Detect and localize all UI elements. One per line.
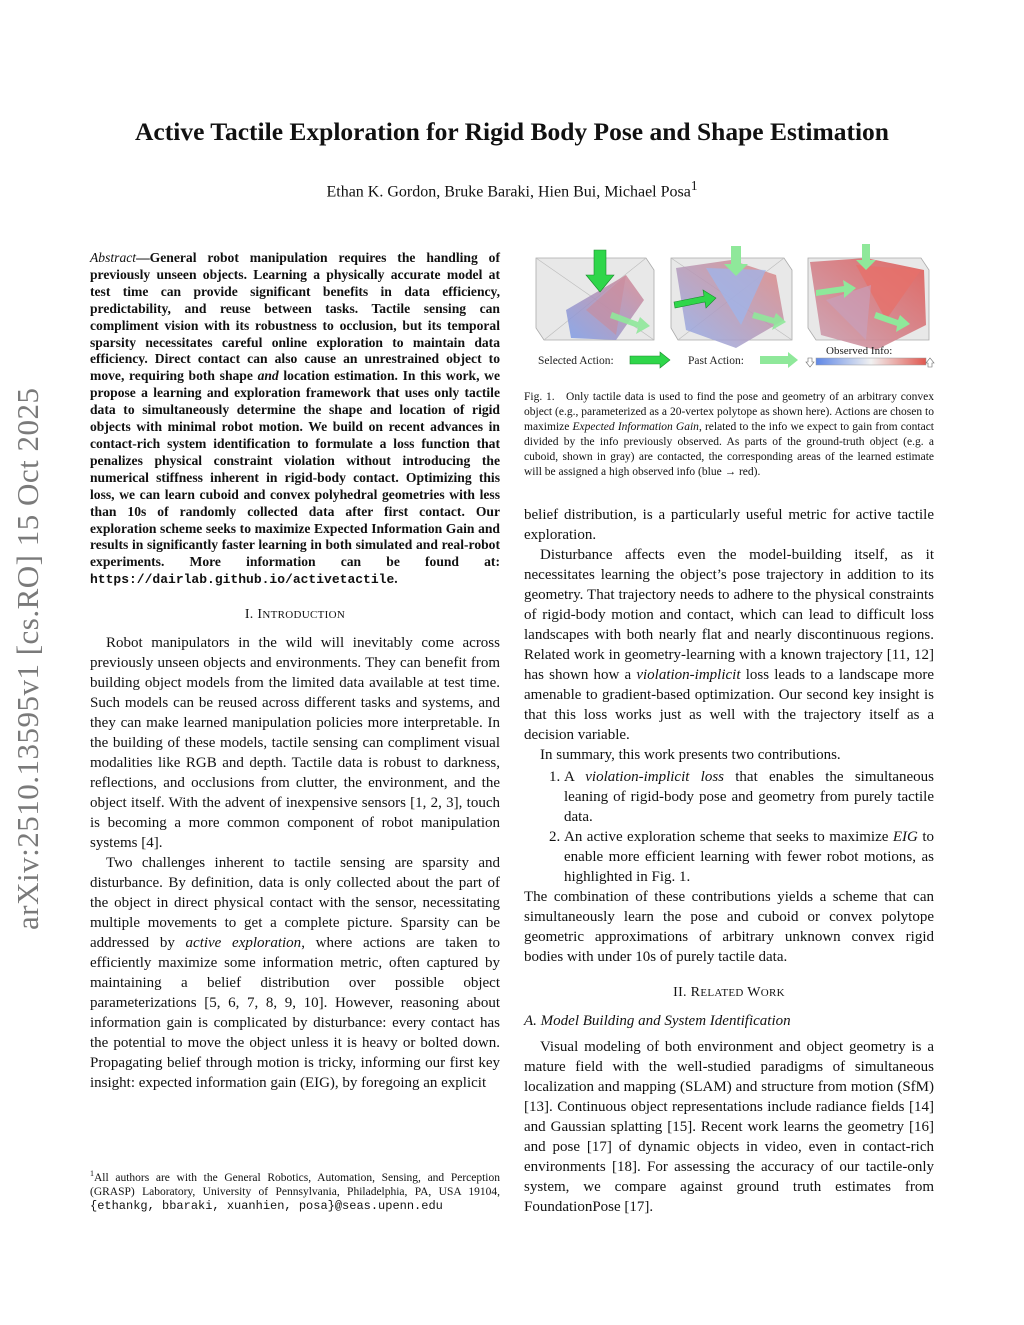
legend-past-label: Past Action: xyxy=(688,355,744,367)
section-initial: I xyxy=(257,607,263,623)
affiliation-footnote xyxy=(90,1167,500,1214)
subsection-heading: A. Model Building and System Identification xyxy=(524,1013,791,1029)
caption-label: Fig. 1. xyxy=(524,391,555,403)
section-initial: W xyxy=(747,985,761,1000)
contrib-1-start: A xyxy=(564,769,586,785)
right-paragraph-1: belief distribution, is a particularly useful metric for active tactile exploration. xyxy=(524,507,934,543)
right-column xyxy=(524,505,934,1217)
project-url-link[interactable]: https://dairlab.github.io/activetactile xyxy=(90,572,395,588)
right-paragraph-3: In summary, this work presents two contributions. xyxy=(540,747,841,763)
legend-selected-arrow xyxy=(630,352,670,368)
section-rest: ELATED xyxy=(700,987,744,999)
contrib-2-start: An active exploration scheme that seeks to maximize xyxy=(564,829,893,845)
right-p2-end: loss leads to a landscape more amenable to gradient-based optimization. Our second key insight is that this loss works just as well with the trajectory itself as a decision variable. xyxy=(524,667,935,743)
contrib-1-emphasis: violation-implicit loss xyxy=(585,769,725,785)
section-rest: ORK xyxy=(760,987,785,999)
caption-text-1: Only tactile data is used to find the pose and geometry of an arbitrary convex object (e.g., parameterized as a 20-vertex polytope as shown here). Actions are chosen to maximize xyxy=(524,391,935,433)
info-low-arrow-icon xyxy=(806,358,814,367)
legend-info-label: Observed Info: xyxy=(826,345,893,357)
legend-selected-label: Selected Action: xyxy=(538,355,614,367)
footnote-emails: {ethankg, bbaraki, xuanhien, posa}@seas.upenn.edu xyxy=(90,1199,443,1214)
right-paragraph-5: Visual modeling of both environment and object geometry is a mature field with the well-studied paradigms of simultaneous localization and mapping (SLAM) and structure from motion (SfM)[13]. Continuous object representations include radiance fields [14] and Gaussian splatting [15]. Recent work learns the geometry [16] and pose [17] of dynamic objects in video, even in contact-rich environments [18]. For assessing the accuracy of our tactile-only system, we compare against ground truth estimates from FoundationPose [17]. xyxy=(524,1039,934,1215)
intro-p2-start: Two challenges inherent to tactile sensing are sparsity and disturbance. By definition, data is only collected about the part of the object in direct physical contact with the sensor, necessitating multiple movements to get a complete picture. Sparsity can be addressed by xyxy=(90,855,500,952)
right-paragraph-4: The combination of these contributions yields a scheme that can simultaneously learn the pose and cuboid or convex polytope geometric approximations of arbitrary unknown convex rigid bodies with under 10s of purely tactile data. xyxy=(524,889,934,965)
panel-3 xyxy=(808,244,929,350)
contribution-item xyxy=(564,827,934,887)
panel-2 xyxy=(671,246,792,348)
abstract-end: . xyxy=(394,571,398,587)
abstract-dash: — xyxy=(136,250,150,265)
intro-paragraph-2 xyxy=(90,853,500,1093)
contrib-2-end: to enable more efficient learning with fewer robot motions, as highlighted in Fig. 1. xyxy=(564,829,934,885)
abstract-and: and xyxy=(257,368,279,384)
figure-1-graphic xyxy=(526,240,936,372)
info-high-arrow-icon xyxy=(926,358,934,367)
right-p2-start: Disturbance affects even the model-building itself, as it necessitates learning the object’s pose trajectory in addition to its geometry. That trajectory needs to adhere to the physical constraints of rigid-body motion and contact, which can lead to difficult loss landscapes with both nearly flat and nearly discontinuous regions. Related work in geometry-learning with a known trajectory [11, 12] has shown how a xyxy=(524,547,934,683)
contribution-item xyxy=(564,767,934,827)
intro-p2-emphasis: active exploration xyxy=(185,935,302,952)
abstract-text-2: location estimation. In this work, we propose a learning and exploration framework that uses only tactile data to simultaneously determine the shape and location of rigid objects with minimal robot motion. We build on recent advances in contact-rich system identification to formulate a loss function that penalizes physical constraint violation without introducing the numerical stiffness inherent in rigid-body contact. Optimizing this loss, we can learn cuboid and convex polyhedral geometries with less than 10s of randomly collected data after first contact. Our exploration scheme seeks to maximize Expected Information Gain and results in significantly faster learning in both simulated and real-robot experiments. More information can be found at: xyxy=(90,368,500,570)
author-footnote-mark: 1 xyxy=(690,178,698,193)
section-number: I. xyxy=(244,607,254,623)
contrib-2-emphasis: EIG xyxy=(892,829,918,845)
paper-title: Active Tactile Exploration for Rigid Body Pose and Shape Estimation xyxy=(135,117,889,146)
arxiv-sidebar xyxy=(0,370,80,970)
footnote-text: All authors are with the General Robotics, Automation, Sensing, and Perception (GRASP) Laboratory, University of Pennsylvania, Philadelphia, PA, USA 19104, xyxy=(90,1171,500,1199)
section-number: II. xyxy=(673,985,687,1000)
arxiv-identifier: arXiv:2510.13595v1 [cs.RO] 15 Oct 2025 xyxy=(10,387,45,930)
author-list xyxy=(0,178,1024,201)
figure-1 xyxy=(526,240,936,372)
abstract-text: General robot manipulation requires the handling of previously unseen objects. Learning a physically accurate model at test time can provide significant benefits in data efficiency, predictability, and reuse between tasks. Tactile sensing can compliment vision with its robustness to occlusion, but its temporal sparsity necessitates careful online exploration to maintain data efficiency. Direct contact can also cause an unrestrained object to move, requiring both shape xyxy=(90,250,500,384)
caption-text-2: , related to the info we expect to gain from contact divided by the info previously observed. As parts of the ground-truth object (e.g. a cuboid, shown in gray) are contacted, the corresponding areas of the learned estimate will be assigned a high observed info (blue → red). xyxy=(524,421,934,478)
abstract xyxy=(90,250,500,589)
observed-info-colorbar xyxy=(816,358,926,365)
figure-legend xyxy=(538,345,934,368)
footnote-mark: 1 xyxy=(90,1169,94,1178)
section-heading-related-work xyxy=(524,983,934,1003)
contribution-list xyxy=(524,767,934,887)
section-initial: R xyxy=(690,985,701,1000)
right-p2-emphasis: violation-implicit xyxy=(636,667,741,683)
legend-past-arrow xyxy=(760,352,798,368)
section-heading-introduction xyxy=(90,605,500,625)
contrib-1-end: that enables the simultaneous leaning of rigid-body pose and geometry from purely tactile data. xyxy=(564,769,934,825)
authors-text: Ethan K. Gordon, Bruke Baraki, Hien Bui, Michael Posa xyxy=(326,183,691,201)
caption-emphasis: Expected Information Gain xyxy=(572,421,699,433)
section-rest: NTRODUCTION xyxy=(262,609,346,622)
figure-1-caption xyxy=(524,390,934,480)
left-column xyxy=(90,250,500,1093)
panel-1 xyxy=(536,250,654,340)
intro-paragraph-1: Robot manipulators in the wild will inevitably come across previously unseen objects and environments. They can benefit from building object models from the limited data available at test time. Such models can be reused across different tasks and systems, and they can make learned manipulation policies more interpretable. In the building of these models, tactile sensing can compliment visual modalities like RGB and depth. Tactile data is robust to darkness, reflections, and occlusions from clutter, the environment, and the object itself. With the advent of inexpensive sensors [1, 2, 3], touch is becoming a more common component of robot manipulation systems [4]. xyxy=(90,635,500,852)
intro-p2-end: , where actions are taken to efficiently maximize some information metric, often captured by maintaining a belief distribution over possible object parameterizations [5, 6, 7, 8, 9, 10]. However, reasoning about information gain is complicated by disturbance: every contact has the potential to move the object unless it is heavy or bolted down. Propagating belief through motion is tricky, informing our first key insight: expected information gain (EIG), by foregoing an explicit xyxy=(90,935,500,1092)
abstract-lead: Abstract xyxy=(90,250,137,265)
right-paragraph-2 xyxy=(524,545,934,745)
